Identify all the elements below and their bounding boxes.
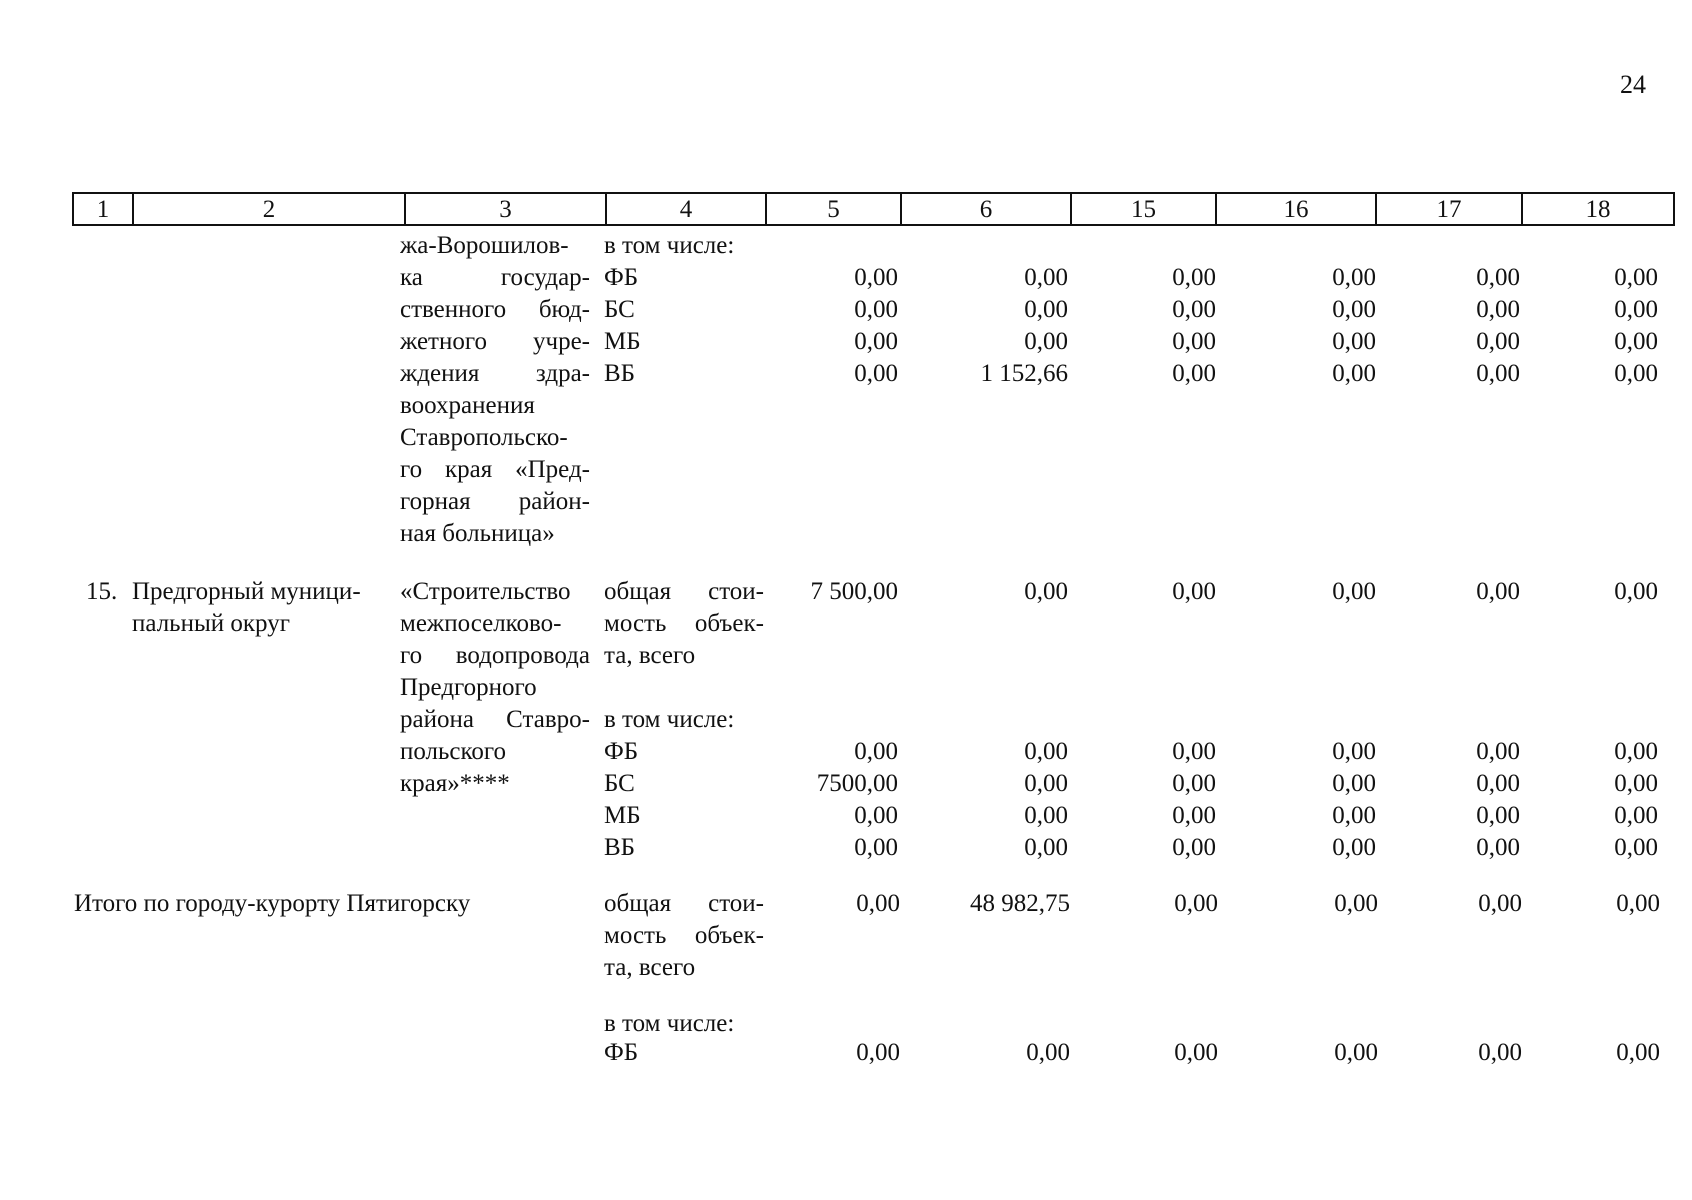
breakdown-label: в том числе:	[604, 232, 735, 259]
header-col-1: 1	[96, 196, 110, 223]
value-col-18: 0,00	[1614, 770, 1658, 797]
value-col-17: 0,00	[1476, 834, 1520, 861]
value-col-5: 0,00	[854, 328, 898, 355]
value-col-15: 0,00	[1172, 264, 1216, 291]
value-col-17: 0,00	[1476, 328, 1520, 355]
header-col-3: 3	[404, 194, 605, 224]
header-col-5: 5	[765, 194, 900, 224]
value-col-5: 0,00	[856, 890, 900, 917]
object-description: «Строительство межпоселково- го водопровода Предгорного района Ставро- польского края»****	[400, 578, 590, 797]
fund-label: ФБ	[604, 264, 639, 291]
value-col-6: 0,00	[1024, 738, 1068, 765]
total-cost-label: та, всего	[604, 954, 696, 981]
value-col-5: 0,00	[854, 360, 898, 387]
value-col-18: 0,00	[1616, 1039, 1660, 1066]
value-col-6: 0,00	[1024, 578, 1068, 605]
total-cost-label: общая стои-	[604, 890, 764, 917]
value-col-6: 0,00	[1024, 834, 1068, 861]
header-col-15: 15	[1070, 194, 1215, 224]
value-col-6: 0,00	[1024, 264, 1068, 291]
value-col-16: 0,00	[1332, 770, 1376, 797]
value-col-18: 0,00	[1614, 328, 1658, 355]
fund-label: МБ	[604, 802, 641, 829]
value-col-15: 0,00	[1174, 1039, 1218, 1066]
value-col-17: 0,00	[1478, 890, 1522, 917]
item-number: 15.	[86, 578, 118, 605]
header-col-18: 18	[1521, 194, 1673, 224]
value-col-6: 0,00	[1024, 328, 1068, 355]
value-col-15: 0,00	[1172, 802, 1216, 829]
value-col-15: 0,00	[1172, 834, 1216, 861]
value-col-5: 7 500,00	[810, 578, 898, 605]
value-col-6: 0,00	[1026, 1039, 1070, 1066]
fund-label: МБ	[604, 328, 641, 355]
header-col-4: 4	[605, 194, 765, 224]
value-col-17: 0,00	[1476, 296, 1520, 323]
value-col-17: 0,00	[1476, 264, 1520, 291]
header-col-16: 16	[1215, 194, 1375, 224]
value-col-18: 0,00	[1616, 890, 1660, 917]
fund-label: ВБ	[604, 834, 636, 861]
value-col-16: 0,00	[1334, 890, 1378, 917]
municipality-name: Предгорный муници-	[132, 578, 361, 605]
value-col-18: 0,00	[1614, 834, 1658, 861]
value-col-5: 0,00	[854, 264, 898, 291]
table-header-row	[72, 192, 1675, 226]
value-col-15: 0,00	[1172, 578, 1216, 605]
total-cost-label: мость объек-	[604, 922, 764, 949]
fund-label: ФБ	[604, 738, 639, 765]
value-col-15: 0,00	[1172, 738, 1216, 765]
value-col-18: 0,00	[1614, 264, 1658, 291]
value-col-17: 0,00	[1476, 802, 1520, 829]
header-col-6: 6	[900, 194, 1070, 224]
value-col-17: 0,00	[1476, 578, 1520, 605]
value-col-5: 0,00	[854, 834, 898, 861]
value-col-16: 0,00	[1332, 264, 1376, 291]
value-col-18: 0,00	[1614, 296, 1658, 323]
value-col-18: 0,00	[1614, 578, 1658, 605]
value-col-17: 0,00	[1478, 1039, 1522, 1066]
value-col-18: 0,00	[1614, 738, 1658, 765]
header-col-2: 2	[132, 194, 404, 224]
value-col-5: 7500,00	[816, 770, 898, 797]
value-col-17: 0,00	[1476, 738, 1520, 765]
value-col-15: 0,00	[1172, 296, 1216, 323]
breakdown-label: в том числе:	[604, 706, 735, 733]
value-col-16: 0,00	[1332, 738, 1376, 765]
value-col-5: 0,00	[856, 1039, 900, 1066]
value-col-16: 0,00	[1332, 802, 1376, 829]
value-col-16: 0,00	[1332, 834, 1376, 861]
value-col-16: 0,00	[1332, 328, 1376, 355]
total-cost-label: та, всего	[604, 642, 696, 669]
value-col-16: 0,00	[1332, 578, 1376, 605]
summary-label: Итого по городу-курорту Пятигорску	[74, 890, 471, 917]
value-col-16: 0,00	[1332, 360, 1376, 387]
value-col-16: 0,00	[1334, 1039, 1378, 1066]
header-col-17: 17	[1375, 194, 1521, 224]
page-number: 24	[1620, 70, 1646, 99]
value-col-6: 0,00	[1024, 296, 1068, 323]
value-col-15: 0,00	[1174, 890, 1218, 917]
fund-label: БС	[604, 296, 635, 323]
breakdown-label: в том числе:	[604, 1010, 735, 1037]
value-col-15: 0,00	[1172, 770, 1216, 797]
fund-label: БС	[604, 770, 635, 797]
fund-label: ВБ	[604, 360, 636, 387]
value-col-17: 0,00	[1476, 360, 1520, 387]
value-col-18: 0,00	[1614, 360, 1658, 387]
value-col-6: 48 982,75	[970, 890, 1070, 917]
municipality-name: пальный округ	[132, 610, 290, 637]
value-col-5: 0,00	[854, 802, 898, 829]
total-cost-label: мость объек-	[604, 610, 764, 637]
object-description: жа-Ворошилов- ка государ- ственного бюд- жетного учре- ждения здра- воохранения Ставропольско- го края «Пред- горная район- ная больница»	[400, 232, 590, 547]
value-col-17: 0,00	[1476, 770, 1520, 797]
value-col-18: 0,00	[1614, 802, 1658, 829]
value-col-6: 0,00	[1024, 770, 1068, 797]
value-col-15: 0,00	[1172, 328, 1216, 355]
value-col-16: 0,00	[1332, 296, 1376, 323]
value-col-5: 0,00	[854, 296, 898, 323]
total-cost-label: общая стои-	[604, 578, 764, 605]
fund-label: ФБ	[604, 1039, 639, 1066]
value-col-15: 0,00	[1172, 360, 1216, 387]
value-col-6: 0,00	[1024, 802, 1068, 829]
value-col-6: 1 152,66	[980, 360, 1068, 387]
value-col-5: 0,00	[854, 738, 898, 765]
